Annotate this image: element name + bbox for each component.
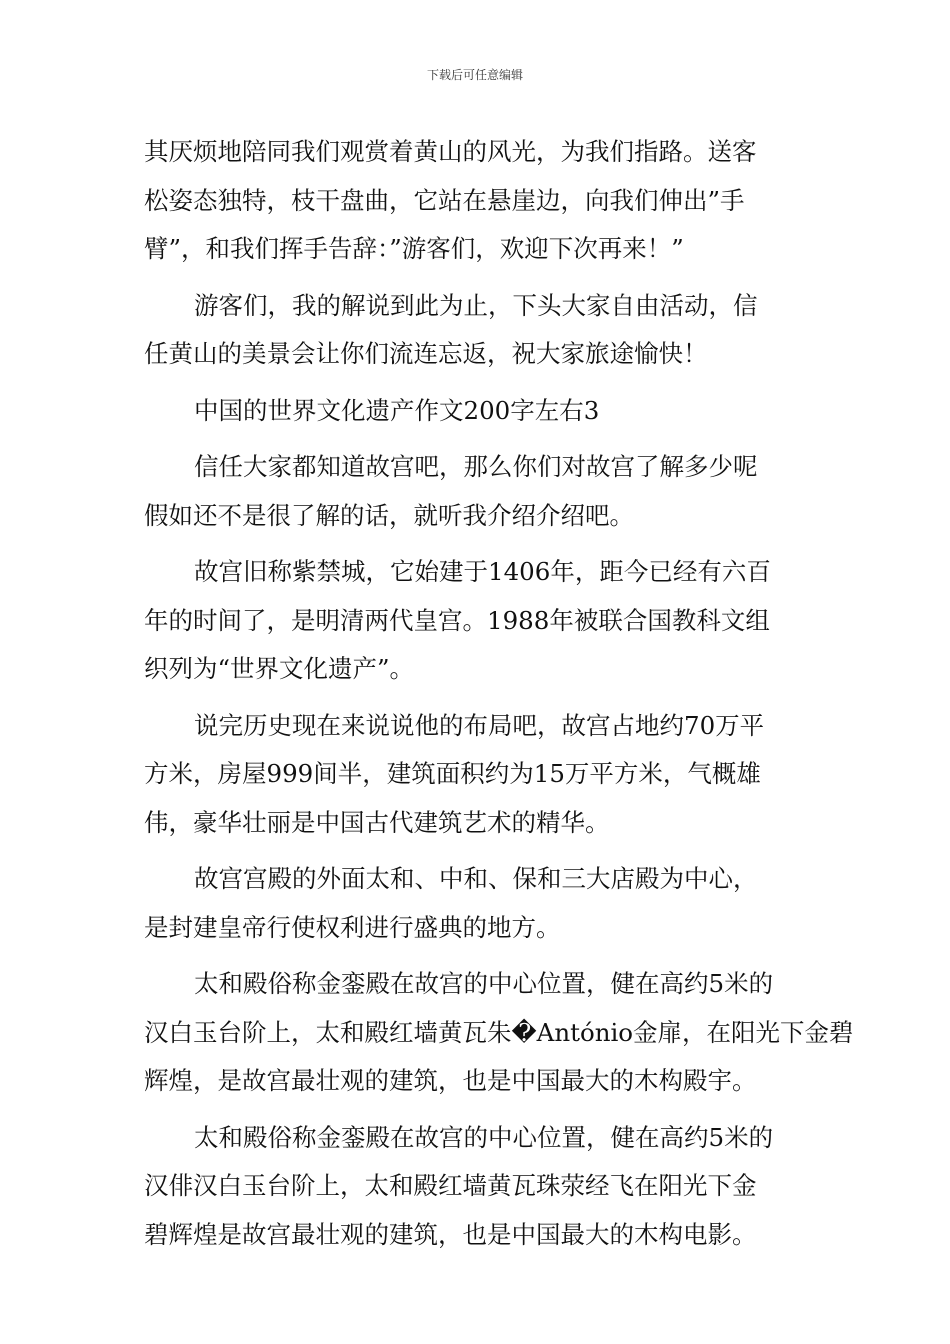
text-line: 辉煌，是故宫最壮观的建筑，也是中国最大的木构殿宇。	[144, 1066, 757, 1095]
text-line: 臂”，和我们挥手告辞：”游客们，欢迎下次再来！”	[144, 234, 684, 263]
paragraph	[144, 1114, 814, 1260]
text-line: 是封建皇帝行使权利进行盛典的地方。	[144, 912, 561, 942]
text-line: 伟，豪华壮丽是中国古代建筑艺术的精华。	[144, 807, 610, 837]
paragraph	[144, 960, 854, 1106]
text-line: 其厌烦地陪同我们观赏着黄山的风光，为我们指路。送客	[144, 137, 757, 166]
text-line: 游客们，我的解说到此为止，下头大家自由活动，信	[194, 290, 758, 320]
text-line: 方米，房屋999间半，建筑面积约为15万平方米，气概雄	[144, 759, 761, 788]
text-line: 假如还不是很了解的话，就听我介绍介绍吧。	[144, 500, 634, 530]
text-line: 故宫旧称紫禁城，它始建于1406年，距今已经有六百	[194, 557, 771, 586]
paragraph	[144, 387, 814, 436]
section-heading: 中国的世界文化遗产作文200字左右3	[194, 395, 600, 425]
paragraph	[144, 282, 814, 379]
document-body	[144, 128, 854, 1259]
text-line: 松姿态独特，枝干盘曲，它站在悬崖边，向我们伸出”手	[144, 185, 745, 215]
page-header: 下载后可任意编辑	[426, 68, 523, 82]
text-line: 碧辉煌是故宫最壮观的建筑，也是中国最大的木构电影。	[144, 1219, 757, 1249]
text-line: 织列为“世界文化遗产”。	[144, 654, 415, 683]
text-line: 汉俳汉白玉台阶上，太和殿红墙黄瓦珠荥经飞在阳光下金	[144, 1171, 757, 1200]
text-line: 说完历史现在来说说他的布局吧，故宫占地约70万平	[194, 710, 765, 740]
text-line: 故宫宫殿的外面太和、中和、保和三大店殿为中心，	[194, 864, 758, 893]
paragraph	[144, 128, 814, 274]
paragraph	[144, 443, 814, 540]
paragraph	[144, 548, 814, 694]
text-line: 汉白玉台阶上，太和殿红墙黄瓦朱�António金扉，在阳光下金碧	[144, 1017, 854, 1047]
text-line: 太和殿俗称金銮殿在故宫的中心位置，健在高约5米的	[194, 1122, 774, 1152]
paragraph	[144, 702, 814, 848]
text-line: 年的时间了，是明清两代皇宫。1988年被联合国教科文组	[144, 605, 770, 635]
text-line: 太和殿俗称金銮殿在故宫的中心位置，健在高约5米的	[194, 969, 774, 998]
text-line: 信任大家都知道故宫吧，那么你们对故宫了解多少呢	[194, 452, 758, 481]
paragraph	[144, 855, 814, 952]
text-line: 任黄山的美景会让你们流连忘返，祝大家旅途愉快！	[144, 339, 708, 368]
